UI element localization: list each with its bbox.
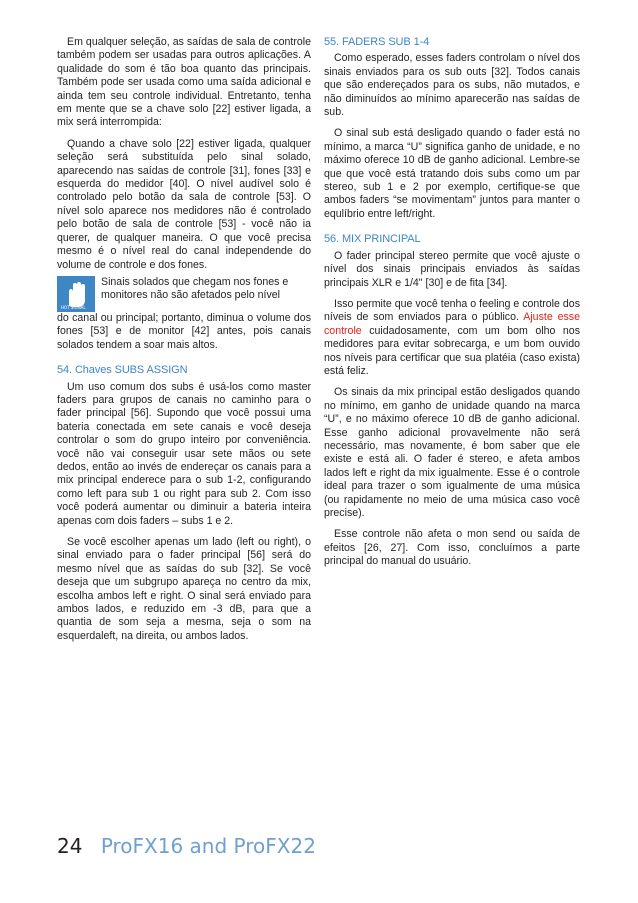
paragraph-control-room-outputs: Em qualquer seleção, as saídas de sala de controle também podem ser usadas para outros aplicações. A qualidade do som é tão boa quanto das principais. Também pode ser usada como uma saída adicional e ainda tem seu controle individual. Entretanto, tenha em mente que se a chave solo [22] estiver ligada, a mix será interrompida: [57,36,311,129]
paragraph-subs-master-faders: Um uso comum dos subs é usá-los como master faders para grupos de canais no caminho para o fader principal [56]. Supondo que você possui uma bateria conectada em sete canais e você deseja controlar o som do grupo inteiro por conveniência. você não vai conseguir usar sete mãos ou sete dedos, então ao invés de endereçar os canais para a mix principal enderece para o sub 1-2, configurando como left para sub 1 ou right para sub 2. Com isso você poderá aumentar ou diminuir a bateria inteira apenas com dois faders – subs 1 e 2. [57,380,311,527]
page-footer [57,834,316,858]
paragraph-feeling-part-a: Isso permite que você tenha o feeling e controle dos níveis de som enviados para o público. [324,297,580,324]
adjust-control-link[interactable]: Ajuste esse controle [324,311,580,337]
paragraph-main-fader: O fader principal stereo permite que você ajuste o nível dos sinais principais enviados às saídas principais XLR e 1/4" [30] e de fita [34]. [324,249,580,289]
hand-warning-icon [57,276,95,312]
heading-main-mix: 56. MIX PRINCIPAL [324,233,421,246]
paragraph-solo-switch: Quando a chave solo [22] estiver ligada, qualquer seleção será substituída pelo sinal solado, aparecendo nas saídas de controle [31], fones [33] e esquerda do medidor [40]. O nível audível solo é controlado pelo botão da sala de controle [53]. O nível solo aparece nos medidores não é controlado pelo botão de sala de controle [53] - você não ia querer, de qualquer maneira. O que você precisa mesmo é o nível real do canal independende do volume de controle e dos fones. [57,137,311,271]
paragraph-sub-signal: O sinal sub está desligado quando o fader está no mínimo, a marca “U” significa ganho de unidade, e no máximo oferece 10 dB de ganho adicional. Lembre-se que que você está tratando dois subs como um par stereo, sub 1 e 2 por exemplo, certifique-se que ambos faders “se movimentam” juntos para manter o equlíbrio entre left/right. [324,127,580,220]
paragraph-feeling-control [324,298,580,378]
paragraph-mon-send: Esse controle não afeta o mon send ou saída de efeitos [26, 27]. Com isso, concluímos a parte principal do manual do usuário. [324,528,580,568]
paragraph-sub-faders: Como esperado, esses faders controlam o nível dos sinais enviados para os sub outs [32]. Todos canais que são endereçados para os subs, não mutados, e não diminuídos ao mínimo aparecerão nas saídas de sub. [324,52,580,119]
right-column [324,36,580,577]
left-column [57,36,311,651]
note-continuation-text: do canal ou principal; portanto, diminua o volume dos fones [53] e de monitor [42] antes, pois canais solados tendem a soar mais altos. [57,311,311,351]
product-name: ProFX16 and ProFX22 [100,834,316,858]
note-heading-text: Sinais solados que chegam nos fones e monitores não são afetados pelo nível [101,275,289,302]
page-number: 24 [57,834,83,858]
heading-faders-sub: 55. FADERS SUB 1-4 [324,36,430,48]
paragraph-feeling-part-b: cuidadosamente, com um bom olho nos medidores para evitar sobrecarga, e um bom ouvido nos níveis para certificar que sua platéia (caso exista) está feliz. [324,324,580,377]
note-icon-label: HOT SIGNAL [61,304,86,310]
paragraph-subs-left-right: Se você escolher apenas um lado (left ou right), o sinal enviado para o fader principal [56] será do mesmo nível que as saídas do sub [32]. Se você deseja que um subgrupo apareça no centro da mix, escolha ambos left e right. O sinal será enviado para ambos lados, e reduzido em -3 dB, para que a quantia de som seja a mesma, seja o som na esquerdaleft, na direita, ou ambos lados. [57,536,311,642]
hot-tip-note [57,276,311,312]
paragraph-main-mix-signals: Os sinais da mix principal estão desligados quando no mínimo, em ganho de unidade quando na marca “U”, e no máximo oferece 10 dB de ganho adicional. Esse ganho adicional provavelmente não será necessário, mas novamente, é bom saber que ele existe e está ali. O fader é stereo, e afeta ambos lados left e right da mix igualmente. Esse é o controle ideal para trazer o som igualmente de uma música (ou rapidamente no meio de uma música caso você precise). [324,386,580,519]
heading-subs-assign: 54. Chaves SUBS ASSIGN [57,364,188,377]
